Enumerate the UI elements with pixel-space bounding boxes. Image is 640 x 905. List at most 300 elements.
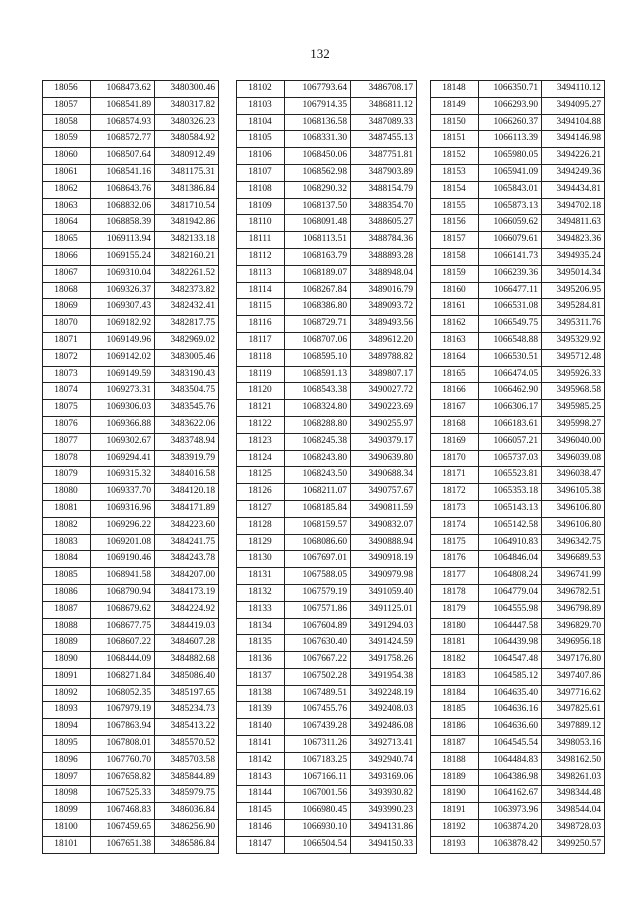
point-number-cell: 18115 (237, 299, 285, 316)
y-coordinate-cell: 3483919.79 (155, 450, 219, 467)
table-row (237, 500, 417, 517)
table-row (43, 81, 219, 98)
x-coordinate-cell: 1068211.07 (285, 484, 351, 501)
point-number-cell: 18073 (43, 366, 91, 383)
y-coordinate-cell: 3494110.12 (542, 81, 605, 98)
x-coordinate-cell: 1068290.32 (285, 181, 351, 198)
y-coordinate-cell: 3489493.56 (351, 316, 417, 333)
table-row (43, 601, 219, 618)
x-coordinate-cell: 1066531.08 (479, 299, 542, 316)
y-coordinate-cell: 3490255.97 (351, 416, 417, 433)
y-coordinate-cell: 3490888.94 (351, 534, 417, 551)
y-coordinate-cell: 3495206.95 (542, 282, 605, 299)
y-coordinate-cell: 3485844.89 (155, 769, 219, 786)
y-coordinate-cell: 3487751.81 (351, 148, 417, 165)
x-coordinate-cell: 1067808.01 (91, 736, 155, 753)
table-row (43, 635, 219, 652)
point-number-cell: 18109 (237, 198, 285, 215)
x-coordinate-cell: 1068562.98 (285, 164, 351, 181)
x-coordinate-cell: 1067525.33 (91, 786, 155, 803)
x-coordinate-cell: 1069315.32 (91, 467, 155, 484)
table-row (431, 803, 605, 820)
table-row (43, 467, 219, 484)
point-number-cell: 18103 (237, 97, 285, 114)
table-row (237, 433, 417, 450)
table-row (43, 433, 219, 450)
point-number-cell: 18107 (237, 164, 285, 181)
point-number-cell: 18075 (43, 400, 91, 417)
table-row (431, 467, 605, 484)
table-row (431, 584, 605, 601)
table-row (431, 702, 605, 719)
x-coordinate-cell: 1064447.58 (479, 618, 542, 635)
x-coordinate-cell: 1068679.62 (91, 601, 155, 618)
point-number-cell: 18183 (431, 668, 479, 685)
x-coordinate-cell: 1067166.11 (285, 769, 351, 786)
point-number-cell: 18063 (43, 198, 91, 215)
point-number-cell: 18138 (237, 685, 285, 702)
x-coordinate-cell: 1067502.28 (285, 668, 351, 685)
point-number-cell: 18159 (431, 265, 479, 282)
x-coordinate-cell: 1064555.98 (479, 601, 542, 618)
y-coordinate-cell: 3480326.23 (155, 114, 219, 131)
table-row (237, 114, 417, 131)
table-row (431, 198, 605, 215)
point-number-cell: 18192 (431, 820, 479, 837)
table-row (237, 467, 417, 484)
table-row (43, 299, 219, 316)
point-number-cell: 18153 (431, 164, 479, 181)
table-row (237, 131, 417, 148)
y-coordinate-cell: 3495014.34 (542, 265, 605, 282)
y-coordinate-cell: 3490639.80 (351, 450, 417, 467)
y-coordinate-cell: 3484173.19 (155, 584, 219, 601)
table-row (431, 601, 605, 618)
table-row (43, 752, 219, 769)
x-coordinate-cell: 1064636.60 (479, 719, 542, 736)
point-number-cell: 18193 (431, 836, 479, 853)
x-coordinate-cell: 1068243.50 (285, 467, 351, 484)
point-number-cell: 18191 (431, 803, 479, 820)
table-row (431, 316, 605, 333)
point-number-cell: 18060 (43, 148, 91, 165)
y-coordinate-cell: 3484207.00 (155, 568, 219, 585)
x-coordinate-cell: 1068136.58 (285, 114, 351, 131)
x-coordinate-cell: 1063878.42 (479, 836, 542, 853)
x-coordinate-cell: 1068267.84 (285, 282, 351, 299)
y-coordinate-cell: 3488605.27 (351, 215, 417, 232)
point-number-cell: 18181 (431, 635, 479, 652)
table-row (43, 484, 219, 501)
coordinate-table-3 (430, 80, 605, 854)
x-coordinate-cell: 1069273.31 (91, 383, 155, 400)
point-number-cell: 18078 (43, 450, 91, 467)
y-coordinate-cell: 3485570.52 (155, 736, 219, 753)
x-coordinate-cell: 1069142.02 (91, 349, 155, 366)
x-coordinate-cell: 1064808.24 (479, 568, 542, 585)
table-row (237, 416, 417, 433)
point-number-cell: 18100 (43, 820, 91, 837)
table-row (237, 316, 417, 333)
y-coordinate-cell: 3482160.21 (155, 248, 219, 265)
x-coordinate-cell: 1065353.18 (479, 484, 542, 501)
point-number-cell: 18156 (431, 215, 479, 232)
table-row (431, 181, 605, 198)
y-coordinate-cell: 3499250.57 (542, 836, 605, 853)
point-number-cell: 18064 (43, 215, 91, 232)
x-coordinate-cell: 1068591.13 (285, 366, 351, 383)
x-coordinate-cell: 1068507.64 (91, 148, 155, 165)
point-number-cell: 18091 (43, 668, 91, 685)
y-coordinate-cell: 3484882.68 (155, 652, 219, 669)
x-coordinate-cell: 1067489.51 (285, 685, 351, 702)
point-number-cell: 18122 (237, 416, 285, 433)
y-coordinate-cell: 3494249.36 (542, 164, 605, 181)
point-number-cell: 18145 (237, 803, 285, 820)
x-coordinate-cell: 1064484.83 (479, 752, 542, 769)
x-coordinate-cell: 1065980.05 (479, 148, 542, 165)
y-coordinate-cell: 3497407.86 (542, 668, 605, 685)
y-coordinate-cell: 3488154.79 (351, 181, 417, 198)
table-row (431, 148, 605, 165)
x-coordinate-cell: 1068643.76 (91, 181, 155, 198)
point-number-cell: 18150 (431, 114, 479, 131)
table-row (237, 383, 417, 400)
point-number-cell: 18076 (43, 416, 91, 433)
y-coordinate-cell: 3481942.86 (155, 215, 219, 232)
point-number-cell: 18058 (43, 114, 91, 131)
x-coordinate-cell: 1064439.98 (479, 635, 542, 652)
point-number-cell: 18141 (237, 736, 285, 753)
x-coordinate-cell: 1066079.61 (479, 232, 542, 249)
point-number-cell: 18124 (237, 450, 285, 467)
x-coordinate-cell: 1068331.30 (285, 131, 351, 148)
y-coordinate-cell: 3489612.20 (351, 332, 417, 349)
x-coordinate-cell: 1066183.61 (479, 416, 542, 433)
x-coordinate-cell: 1067604.89 (285, 618, 351, 635)
y-coordinate-cell: 3496689.53 (542, 551, 605, 568)
y-coordinate-cell: 3485413.22 (155, 719, 219, 736)
point-number-cell: 18113 (237, 265, 285, 282)
table-row (237, 232, 417, 249)
point-number-cell: 18079 (43, 467, 91, 484)
y-coordinate-cell: 3480584.92 (155, 131, 219, 148)
y-coordinate-cell: 3489807.17 (351, 366, 417, 383)
table-row (237, 668, 417, 685)
table-row (237, 618, 417, 635)
y-coordinate-cell: 3496038.47 (542, 467, 605, 484)
x-coordinate-cell: 1069316.96 (91, 500, 155, 517)
y-coordinate-cell: 3495985.25 (542, 400, 605, 417)
x-coordinate-cell: 1064910.83 (479, 534, 542, 551)
table-row (431, 736, 605, 753)
table-row (43, 736, 219, 753)
table-row (43, 517, 219, 534)
y-coordinate-cell: 3484243.78 (155, 551, 219, 568)
y-coordinate-cell: 3484120.18 (155, 484, 219, 501)
table-row (431, 332, 605, 349)
y-coordinate-cell: 3481175.31 (155, 164, 219, 181)
y-coordinate-cell: 3490027.72 (351, 383, 417, 400)
x-coordinate-cell: 1067459.65 (91, 820, 155, 837)
y-coordinate-cell: 3480300.46 (155, 81, 219, 98)
x-coordinate-cell: 1065737.03 (479, 450, 542, 467)
y-coordinate-cell: 3490223.69 (351, 400, 417, 417)
table-row (237, 736, 417, 753)
table-row (43, 232, 219, 249)
point-number-cell: 18133 (237, 601, 285, 618)
x-coordinate-cell: 1066462.90 (479, 383, 542, 400)
point-number-cell: 18082 (43, 517, 91, 534)
point-number-cell: 18174 (431, 517, 479, 534)
table-row (431, 668, 605, 685)
y-coordinate-cell: 3493930.82 (351, 786, 417, 803)
point-number-cell: 18147 (237, 836, 285, 853)
point-number-cell: 18173 (431, 500, 479, 517)
point-number-cell: 18112 (237, 248, 285, 265)
table-row (431, 282, 605, 299)
point-number-cell: 18135 (237, 635, 285, 652)
x-coordinate-cell: 1068163.79 (285, 248, 351, 265)
table-row (431, 265, 605, 282)
table-row (431, 81, 605, 98)
y-coordinate-cell: 3497716.62 (542, 685, 605, 702)
x-coordinate-cell: 1068052.35 (91, 685, 155, 702)
table-row (431, 450, 605, 467)
x-coordinate-cell: 1066306.17 (479, 400, 542, 417)
table-row (43, 265, 219, 282)
table-row (43, 349, 219, 366)
y-coordinate-cell: 3496039.08 (542, 450, 605, 467)
y-coordinate-cell: 3484171.89 (155, 500, 219, 517)
point-number-cell: 18057 (43, 97, 91, 114)
table-row (237, 820, 417, 837)
point-number-cell: 18081 (43, 500, 91, 517)
point-number-cell: 18069 (43, 299, 91, 316)
y-coordinate-cell: 3489016.79 (351, 282, 417, 299)
y-coordinate-cell: 3495968.58 (542, 383, 605, 400)
point-number-cell: 18184 (431, 685, 479, 702)
point-number-cell: 18090 (43, 652, 91, 669)
point-number-cell: 18085 (43, 568, 91, 585)
point-number-cell: 18062 (43, 181, 91, 198)
x-coordinate-cell: 1068543.38 (285, 383, 351, 400)
point-number-cell: 18146 (237, 820, 285, 837)
x-coordinate-cell: 1067183.25 (285, 752, 351, 769)
point-number-cell: 18129 (237, 534, 285, 551)
table-row (43, 181, 219, 198)
y-coordinate-cell: 3498344.48 (542, 786, 605, 803)
y-coordinate-cell: 3496782.51 (542, 584, 605, 601)
table-row (43, 400, 219, 417)
point-number-cell: 18163 (431, 332, 479, 349)
y-coordinate-cell: 3494702.18 (542, 198, 605, 215)
x-coordinate-cell: 1067914.35 (285, 97, 351, 114)
y-coordinate-cell: 3494150.33 (351, 836, 417, 853)
point-number-cell: 18108 (237, 181, 285, 198)
y-coordinate-cell: 3494104.88 (542, 114, 605, 131)
x-coordinate-cell: 1065523.81 (479, 467, 542, 484)
table-row (43, 383, 219, 400)
y-coordinate-cell: 3483622.06 (155, 416, 219, 433)
point-number-cell: 18074 (43, 383, 91, 400)
table-row (43, 148, 219, 165)
table-row (43, 114, 219, 131)
y-coordinate-cell: 3492248.19 (351, 685, 417, 702)
y-coordinate-cell: 3489788.82 (351, 349, 417, 366)
table-row (431, 433, 605, 450)
x-coordinate-cell: 1067658.82 (91, 769, 155, 786)
point-number-cell: 18168 (431, 416, 479, 433)
x-coordinate-cell: 1069296.22 (91, 517, 155, 534)
x-coordinate-cell: 1068572.77 (91, 131, 155, 148)
y-coordinate-cell: 3495712.48 (542, 349, 605, 366)
x-coordinate-cell: 1066059.62 (479, 215, 542, 232)
point-number-cell: 18066 (43, 248, 91, 265)
y-coordinate-cell: 3490811.59 (351, 500, 417, 517)
point-number-cell: 18084 (43, 551, 91, 568)
table-row (237, 702, 417, 719)
x-coordinate-cell: 1069307.43 (91, 299, 155, 316)
x-coordinate-cell: 1066474.05 (479, 366, 542, 383)
x-coordinate-cell: 1064846.04 (479, 551, 542, 568)
y-coordinate-cell: 3498728.03 (542, 820, 605, 837)
y-coordinate-cell: 3485197.65 (155, 685, 219, 702)
x-coordinate-cell: 1067863.94 (91, 719, 155, 736)
x-coordinate-cell: 1068271.84 (91, 668, 155, 685)
x-coordinate-cell: 1069302.67 (91, 433, 155, 450)
y-coordinate-cell: 3490757.67 (351, 484, 417, 501)
table-row (43, 131, 219, 148)
table-row (431, 131, 605, 148)
coordinate-table-2 (236, 80, 417, 854)
y-coordinate-cell: 3497889.12 (542, 719, 605, 736)
y-coordinate-cell: 3480317.82 (155, 97, 219, 114)
table-row (237, 198, 417, 215)
x-coordinate-cell: 1067571.86 (285, 601, 351, 618)
point-number-cell: 18095 (43, 736, 91, 753)
y-coordinate-cell: 3491059.40 (351, 584, 417, 601)
y-coordinate-cell: 3490688.34 (351, 467, 417, 484)
table-row (237, 450, 417, 467)
y-coordinate-cell: 3486036.84 (155, 803, 219, 820)
x-coordinate-cell: 1068137.50 (285, 198, 351, 215)
y-coordinate-cell: 3491758.26 (351, 652, 417, 669)
table-row (431, 416, 605, 433)
point-number-cell: 18182 (431, 652, 479, 669)
x-coordinate-cell: 1068386.80 (285, 299, 351, 316)
point-number-cell: 18088 (43, 618, 91, 635)
point-number-cell: 18070 (43, 316, 91, 333)
point-number-cell: 18187 (431, 736, 479, 753)
y-coordinate-cell: 3493169.06 (351, 769, 417, 786)
y-coordinate-cell: 3495311.76 (542, 316, 605, 333)
y-coordinate-cell: 3496829.70 (542, 618, 605, 635)
y-coordinate-cell: 3494823.36 (542, 232, 605, 249)
table-row (431, 719, 605, 736)
point-number-cell: 18126 (237, 484, 285, 501)
x-coordinate-cell: 1069337.70 (91, 484, 155, 501)
table-row (43, 198, 219, 215)
x-coordinate-cell: 1066477.11 (479, 282, 542, 299)
point-number-cell: 18102 (237, 81, 285, 98)
point-number-cell: 18116 (237, 316, 285, 333)
y-coordinate-cell: 3482373.82 (155, 282, 219, 299)
point-number-cell: 18121 (237, 400, 285, 417)
point-number-cell: 18132 (237, 584, 285, 601)
x-coordinate-cell: 1064547.48 (479, 652, 542, 669)
x-coordinate-cell: 1065941.09 (479, 164, 542, 181)
y-coordinate-cell: 3480912.49 (155, 148, 219, 165)
table-row (237, 484, 417, 501)
x-coordinate-cell: 1066239.36 (479, 265, 542, 282)
table-row (43, 803, 219, 820)
table-row (237, 332, 417, 349)
y-coordinate-cell: 3486586.84 (155, 836, 219, 853)
point-number-cell: 18080 (43, 484, 91, 501)
x-coordinate-cell: 1068450.06 (285, 148, 351, 165)
table-row (43, 316, 219, 333)
point-number-cell: 18105 (237, 131, 285, 148)
y-coordinate-cell: 3491424.59 (351, 635, 417, 652)
point-number-cell: 18170 (431, 450, 479, 467)
y-coordinate-cell: 3482133.18 (155, 232, 219, 249)
table-row (431, 551, 605, 568)
point-number-cell: 18067 (43, 265, 91, 282)
point-number-cell: 18096 (43, 752, 91, 769)
x-coordinate-cell: 1067579.19 (285, 584, 351, 601)
point-number-cell: 18166 (431, 383, 479, 400)
point-number-cell: 18149 (431, 97, 479, 114)
point-number-cell: 18172 (431, 484, 479, 501)
point-number-cell: 18155 (431, 198, 479, 215)
point-number-cell: 18142 (237, 752, 285, 769)
table-row (237, 349, 417, 366)
table-row (431, 248, 605, 265)
x-coordinate-cell: 1069113.94 (91, 232, 155, 249)
point-number-cell: 18171 (431, 467, 479, 484)
point-number-cell: 18134 (237, 618, 285, 635)
y-coordinate-cell: 3484607.28 (155, 635, 219, 652)
x-coordinate-cell: 1068243.80 (285, 450, 351, 467)
x-coordinate-cell: 1067979.19 (91, 702, 155, 719)
x-coordinate-cell: 1069201.08 (91, 534, 155, 551)
point-number-cell: 18161 (431, 299, 479, 316)
y-coordinate-cell: 3483504.75 (155, 383, 219, 400)
point-number-cell: 18180 (431, 618, 479, 635)
table-row (237, 299, 417, 316)
y-coordinate-cell: 3496040.00 (542, 433, 605, 450)
y-coordinate-cell: 3485703.58 (155, 752, 219, 769)
table-row (237, 836, 417, 853)
x-coordinate-cell: 1067651.38 (91, 836, 155, 853)
x-coordinate-cell: 1068729.71 (285, 316, 351, 333)
y-coordinate-cell: 3492940.74 (351, 752, 417, 769)
x-coordinate-cell: 1066057.21 (479, 433, 542, 450)
table-row (431, 685, 605, 702)
y-coordinate-cell: 3484224.92 (155, 601, 219, 618)
x-coordinate-cell: 1066530.51 (479, 349, 542, 366)
x-coordinate-cell: 1068677.75 (91, 618, 155, 635)
y-coordinate-cell: 3483748.94 (155, 433, 219, 450)
y-coordinate-cell: 3488893.28 (351, 248, 417, 265)
point-number-cell: 18065 (43, 232, 91, 249)
point-number-cell: 18097 (43, 769, 91, 786)
point-number-cell: 18068 (43, 282, 91, 299)
table-row (43, 769, 219, 786)
point-number-cell: 18179 (431, 601, 479, 618)
table-row (431, 534, 605, 551)
